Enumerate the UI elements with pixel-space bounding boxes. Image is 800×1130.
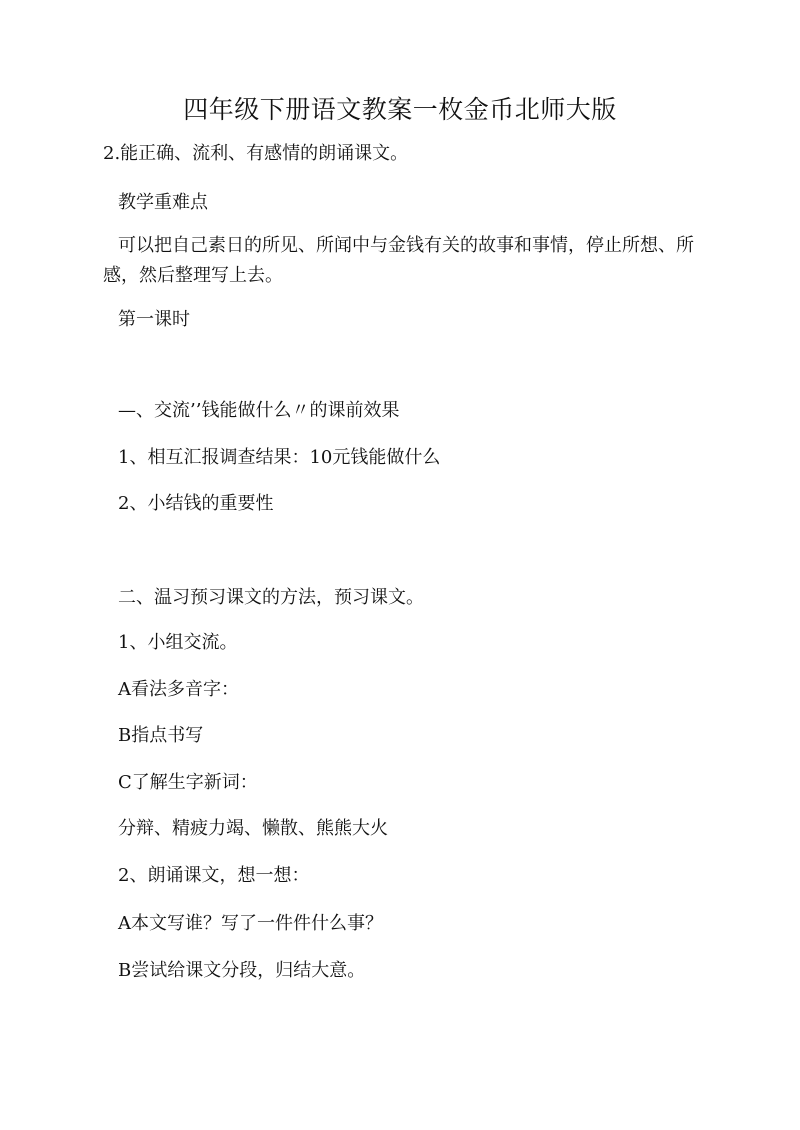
step-one-heading: —、交流’’钱能做什么〃的课前效果 [118, 400, 400, 421]
step-two-item-2: 2、朗诵课文，想一想： [118, 865, 310, 886]
step-one-item-1: 1、相互汇报调查结果：10元钱能做什么 [118, 447, 441, 468]
document-title: 四年级下册语文教案一枚金币北师大版 [183, 95, 617, 124]
key-points-paragraph: 可以把自己素日的所见、所闻中与金钱有关的故事和事情，停止所想、所感，然后整理写上去。 [103, 235, 694, 286]
objective-line: 2.能正确、流利、有感情的朗诵课文。 [103, 143, 409, 164]
question-b: B尝试给课文分段，归结大意。 [118, 960, 366, 981]
step-one-item-2: 2、小结钱的重要性 [118, 493, 274, 514]
step-two-sub-a: A看法多音字： [118, 679, 239, 700]
lesson-heading-first-period: 第一课时 [118, 309, 190, 330]
step-two-sub-c: C了解生字新词： [118, 772, 258, 793]
step-two-heading: 二、温习预习课文的方法，预习课文。 [118, 587, 424, 608]
question-a: A本文写谁？写了一件件什么事？ [118, 913, 383, 934]
section-heading-key-points: 教学重难点 [118, 192, 208, 213]
vocabulary-list: 分辩、精疲力竭、懒散、熊熊大火 [118, 818, 388, 839]
step-two-item-1: 1、小组交流。 [118, 632, 238, 653]
step-two-sub-b: B指点书写 [118, 725, 204, 746]
